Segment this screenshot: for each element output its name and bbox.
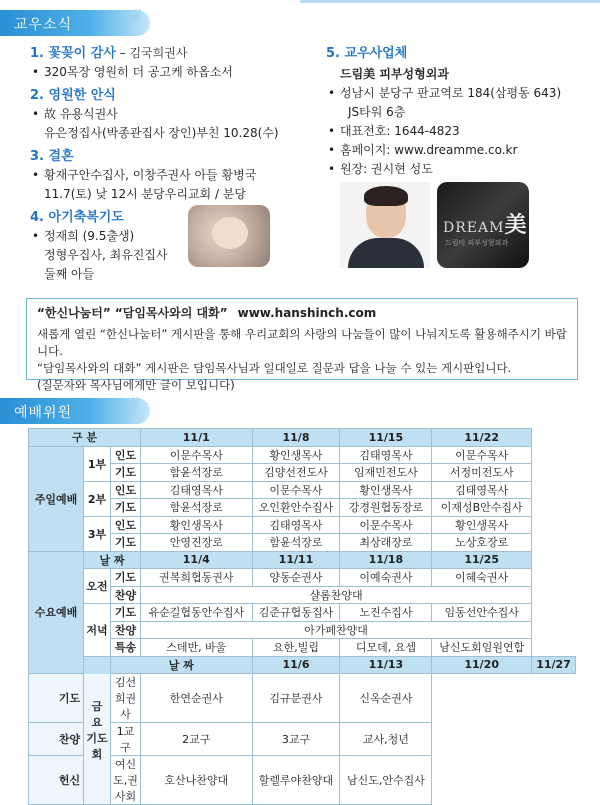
table-cell: 김선희권사 — [111, 674, 141, 723]
baby-photo — [188, 205, 270, 267]
table-cell: 김준규협동집사 — [252, 604, 340, 622]
table-cell: 이재성B안수집사 — [432, 499, 532, 517]
table-cell: 스데반, 바울 — [141, 639, 253, 657]
table-row — [29, 756, 576, 805]
section-flowers: 1. 꽃꽂이 감사 – 김국희권사 — [30, 46, 188, 61]
table-cell: 3교구 — [252, 723, 340, 756]
friday-group: 금 요 기도회 — [84, 656, 111, 805]
table-cell: 권복희협동권사 — [141, 569, 253, 587]
wednesday-group: 수요예배 — [29, 551, 84, 674]
role-label: 기도 — [111, 534, 141, 552]
dream-clinic-photo — [437, 182, 529, 268]
worship-banner — [0, 394, 150, 424]
sunday-group: 주일예배 — [29, 446, 84, 551]
service-name: 오전 — [84, 569, 111, 604]
table-cell: 호산나찬양대 — [141, 756, 253, 805]
role-label: 기도 — [111, 604, 141, 622]
header-date: 11/1 — [141, 429, 253, 447]
business-homepage: • 홈페이지: www.dreamme.co.kr — [326, 141, 586, 160]
role-label: 찬양 — [29, 723, 111, 756]
table-cell: 황인생목사 — [432, 516, 532, 534]
table-row — [29, 621, 576, 639]
table-row — [29, 516, 576, 534]
table-cell: 1교구 — [111, 723, 141, 756]
table-cell: 남신도,안수집사 — [340, 756, 432, 805]
news-banner — [0, 6, 150, 36]
table-cell: 이문수목사 — [141, 446, 253, 464]
table-row — [29, 499, 576, 517]
table-cell: 디모데, 요셉 — [340, 639, 432, 657]
date-cell: 11/18 — [340, 551, 432, 569]
role-label: 헌신 — [29, 756, 111, 805]
table-cell: 황인생목사 — [252, 446, 340, 464]
table-cell: 함윤석장로 — [141, 464, 253, 482]
table-cell: 한연순권사 — [141, 674, 253, 723]
table-cell: 노상호장로 — [432, 534, 532, 552]
business-address: • 성남시 분당구 판교역로 184(삼평동 643) — [326, 84, 586, 103]
role-label: 인도 — [111, 481, 141, 499]
dream-logo: DREAM美 — [443, 212, 528, 238]
date-label: 날 짜 — [84, 551, 141, 569]
top-divider — [300, 0, 600, 3]
table-cell: 샬롬찬양대 — [141, 586, 532, 604]
table-cell: 노진수집사 — [340, 604, 432, 622]
table-cell: 2교구 — [141, 723, 253, 756]
section-rest-title: 2. 영원한 안식 — [30, 88, 116, 103]
table-row — [29, 446, 576, 464]
service-name: 저녁 — [84, 604, 111, 657]
header-date: 11/15 — [340, 429, 432, 447]
director-photo — [340, 182, 430, 268]
table-cell: 여신도,권사회 — [111, 756, 141, 805]
table-row — [29, 534, 576, 552]
table-row — [29, 656, 576, 674]
news-banner-label: 교우소식 — [14, 17, 73, 33]
table-row — [29, 604, 576, 622]
business-director: • 원장: 권시현 성도 — [326, 160, 586, 179]
role-label: 인도 — [111, 446, 141, 464]
left-news-column — [30, 40, 330, 284]
table-row — [29, 464, 576, 482]
role-label: 기도 — [111, 464, 141, 482]
table-cell: 이문수목사 — [432, 446, 532, 464]
table-cell: 함윤석장로 — [252, 534, 340, 552]
notice-line-3: (질문자와 목사님에게만 글이 보입니다) — [37, 378, 235, 392]
dream-logo-tag: 드림미 피부성형외과 — [445, 239, 509, 247]
table-cell: 김태영목사 — [432, 481, 532, 499]
baby-line-1: • 정재희 (9.5출생) — [30, 227, 330, 246]
flowers-line: • 320목장 영원히 더 공고케 하옵소서 — [30, 63, 330, 82]
table-cell: 신옥순권사 — [340, 674, 432, 723]
table-cell: 임재민전도사 — [340, 464, 432, 482]
worship-schedule-table — [28, 428, 576, 805]
table-row — [29, 481, 576, 499]
date-cell: 11/11 — [252, 551, 340, 569]
role-label: 기도 — [111, 499, 141, 517]
table-header-row — [29, 429, 576, 447]
role-label: 인도 — [111, 516, 141, 534]
business-name: 드림美 피부성형외과 — [340, 67, 449, 81]
table-cell: 양동순권사 — [252, 569, 340, 587]
table-cell: 아가페찬양대 — [141, 621, 532, 639]
table-cell: 함윤석장로 — [141, 499, 253, 517]
table-cell: 김양선전도사 — [252, 464, 340, 482]
table-cell: 황인생목사 — [141, 516, 253, 534]
business-address-2: JS타워 6층 — [348, 105, 406, 119]
service-name: 3부 — [84, 516, 111, 551]
notice-line-2: “담임목사와의 대화” 게시판은 담임목사님과 일대일로 질문과 답을 나눌 수 있는 게시판입니다. — [37, 361, 512, 375]
date-cell: 11/25 — [432, 551, 532, 569]
role-label: 찬양 — [111, 621, 141, 639]
table-cell: 유순길협동안수집사 — [141, 604, 253, 622]
role-label: 찬양 — [111, 586, 141, 604]
dove-icon: ❦ — [128, 6, 145, 27]
section-baby-title: 4. 아기축복기도 — [30, 210, 124, 225]
role-label: 기도 — [111, 569, 141, 587]
date-cell: 11/4 — [141, 551, 253, 569]
table-row — [29, 551, 576, 569]
date-cell: 11/20 — [432, 656, 532, 674]
table-cell: 남신도회임원연합 — [432, 639, 532, 657]
notice-box — [26, 298, 578, 392]
table-cell: 이혜숙권사 — [432, 569, 532, 587]
table-cell: 임동선안수집사 — [432, 604, 532, 622]
table-cell: 이예숙권사 — [340, 569, 432, 587]
table-cell: 할렐루야찬양대 — [252, 756, 340, 805]
director-hair — [364, 186, 408, 206]
date-cell: 11/6 — [252, 656, 340, 674]
header-date: 11/8 — [252, 429, 340, 447]
dove-icon-2: ❦ — [126, 394, 143, 415]
service-name: 2부 — [84, 481, 111, 516]
table-cell: 교사,청년 — [340, 723, 432, 756]
baby-line-2: 정형우집사, 최유진집사 — [44, 248, 168, 262]
header-category: 구 분 — [29, 429, 141, 447]
table-row — [29, 639, 576, 657]
notice-line-1: 새롭게 열린 “한신나눔터” 게시판을 통해 우리교회의 사랑의 나눔들이 많이 나눠지도록 활용해주시기 바랍니다. — [37, 327, 567, 358]
table-cell: 최상래장로 — [340, 534, 432, 552]
baby-face — [212, 217, 248, 249]
table-cell: 김태영목사 — [252, 516, 340, 534]
director-suit — [348, 238, 424, 268]
notice-title: “한신나눔터” “담임목사와의 대화” www.hanshinch.com — [37, 306, 377, 320]
table-cell: 김태영목사 — [340, 446, 432, 464]
notice-url[interactable]: www.hanshinch.com — [237, 306, 377, 320]
table-cell: 황인생목사 — [340, 481, 432, 499]
header-date: 11/22 — [432, 429, 532, 447]
service-name: 1부 — [84, 446, 111, 481]
date-cell: 11/27 — [532, 656, 576, 674]
table-row — [29, 674, 576, 723]
table-cell: 서정미전도사 — [432, 464, 532, 482]
date-label: 날 짜 — [111, 656, 253, 674]
role-label: 특송 — [111, 639, 141, 657]
role-label: 기도 — [29, 674, 111, 723]
table-row — [29, 723, 576, 756]
date-cell: 11/13 — [340, 656, 432, 674]
worship-banner-label: 예배위원 — [14, 405, 73, 421]
rest-line-2: 유은정집사(박종관집사 장인)부친 10.28(수) — [44, 126, 279, 140]
table-cell: 김규분권사 — [252, 674, 340, 723]
table-cell: 강경원협동장로 — [340, 499, 432, 517]
section-business-title: 5. 교우사업체 — [326, 46, 408, 61]
table-cell: 안영진장로 — [141, 534, 253, 552]
rest-line-1: • 故 유용식권사 — [30, 105, 330, 124]
baby-line-3: 둘째 아들 — [44, 267, 95, 281]
table-cell: 이문수목사 — [340, 516, 432, 534]
business-phone: • 대표전호: 1644-4823 — [326, 122, 586, 141]
table-cell: 이문수목사 — [252, 481, 340, 499]
section-wedding-title: 3. 결혼 — [30, 149, 74, 164]
wedding-line-1: • 황재구안수집사, 이창주권사 아들 황병국 — [30, 166, 330, 185]
wedding-line-2: 11.7(토) 낮 12시 분당우리교회 / 분당 — [44, 187, 246, 201]
table-cell: 오인환안수집사 — [252, 499, 340, 517]
table-cell: 요한,빌립 — [252, 639, 340, 657]
table-cell: 김태영목사 — [141, 481, 253, 499]
table-row — [29, 569, 576, 587]
table-row — [29, 586, 576, 604]
right-news-column — [326, 40, 586, 179]
